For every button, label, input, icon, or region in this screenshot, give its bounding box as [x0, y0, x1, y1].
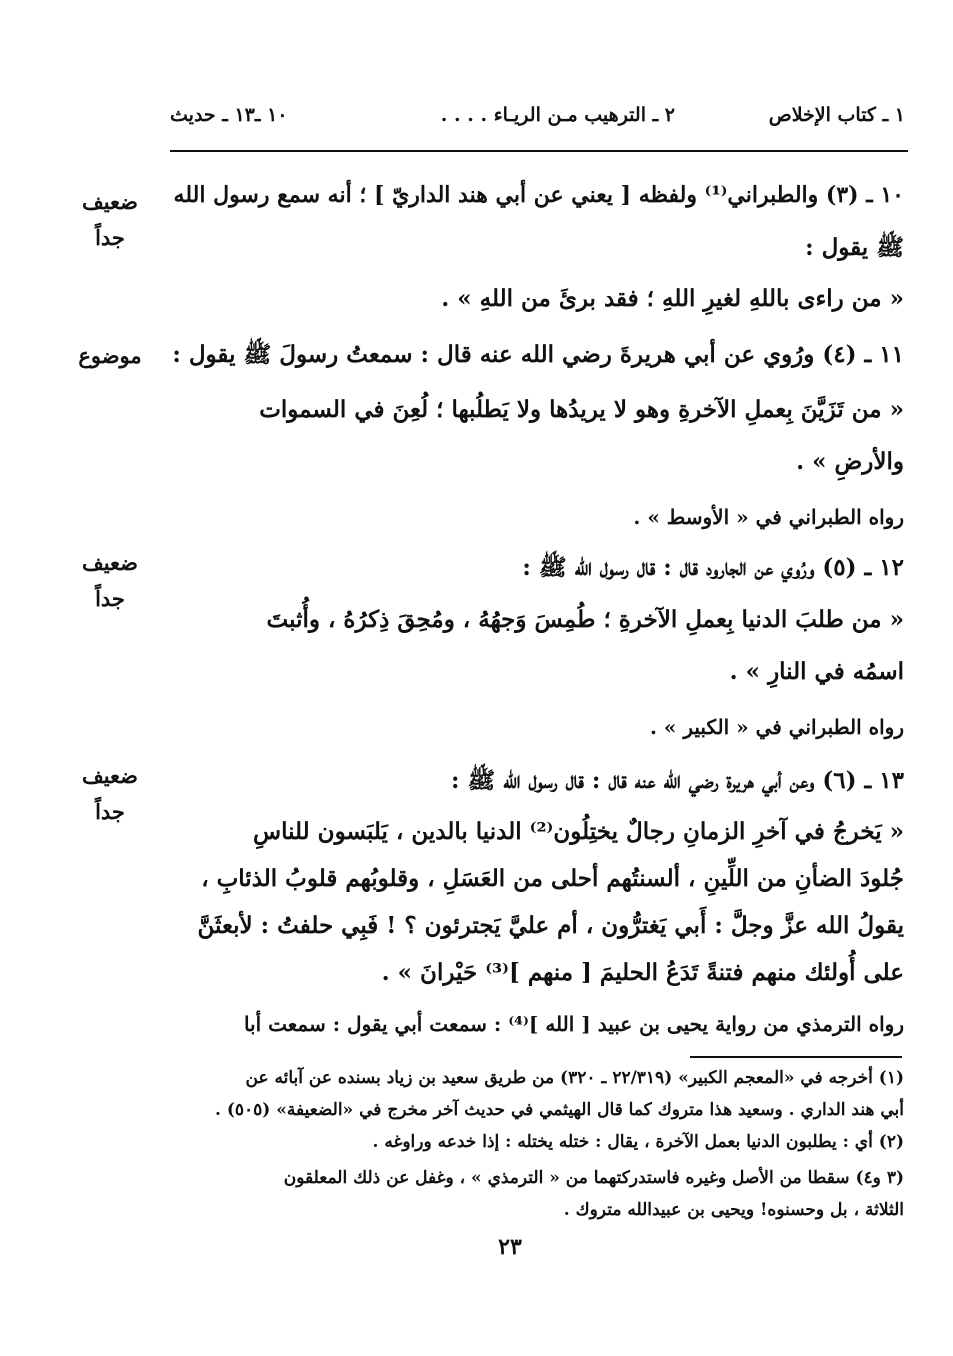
hadith-text-line: جُلودَ الضأنِ من اللِّينِ ، ألسنتُهم أحلى من العَسَلِ ، وقلوبُهم قلوبُ الذئابِ ،	[201, 865, 904, 892]
header-hadith-range: ١٠ ـ١٣ ـ حديث	[170, 104, 288, 126]
hadith-text-line: « من طلبَ الدنيا بِعملِ الآخرةِ ؛ طُمِسَ وَجهُهُ ، ومُحِقَ ذِكرُهُ ، وأُثبتَ	[266, 606, 904, 633]
footnote-divider	[690, 1056, 902, 1058]
running-header	[170, 98, 905, 134]
hadith-source: رواه الطبراني في « الكبير » .	[649, 715, 904, 739]
hadith-text-line: على أُولئك منهم فتنةً تَدَعُ الحليمَ [ منهم ]⁽³⁾ حَيْرانَ » .	[381, 959, 904, 986]
grade-word: جداً	[95, 799, 125, 824]
hadith-text-line: والأرضِ » .	[796, 448, 904, 475]
hadith-text-line: ١٠ ـ (٣) والطبراني⁽¹⁾ ولفظه [ يعني عن أبي هند الداريّ ] ؛ أنه سمع رسول الله	[173, 182, 904, 208]
hadith-source: رواه الطبراني في « الأوسط » .	[633, 505, 904, 529]
hadith-text-line: « من تَزَيَّنَ بِعملِ الآخرةِ وهو لا يريدُها ولا يَطلُبها ؛ لُعِنَ في السموات	[259, 396, 904, 423]
hadith-text-line: ﷺ يقول :	[805, 234, 904, 261]
grade-label	[60, 184, 160, 256]
page-number: ٢٣	[498, 1234, 522, 1260]
header-chapter-title: ٢ ـ الترهيب مـن الريـاء . . . .	[440, 104, 675, 126]
grade-word: ضعيف	[81, 550, 139, 575]
grade-label	[60, 758, 160, 830]
footnote-line: الثلاثة ، بل وحسنوه! ويحيى بن عبيدالله متروك .	[563, 1200, 904, 1220]
grade-word: ضعيف	[81, 763, 139, 788]
hadith-text-line: « من راءى باللهِ لغيرِ اللهِ ؛ فقد برئَ من اللهِ » .	[441, 285, 904, 312]
hadith-text-line: « يَخرجُ في آخرِ الزمانِ رجالٌ يختِلُون⁽²⁾ الدنيا بالدين ، يَلبَسون للناسِ	[253, 818, 904, 845]
hadith-text-line: ١٣ ـ (٦) وعن أبي هريرة رضي الله عنه قال : قال رسول الله ﷺ :	[451, 767, 904, 794]
grade-word: جداً	[95, 225, 125, 250]
grade-word: ضعيف	[81, 189, 139, 214]
hadith-text-line: ١٢ ـ (٥) ورُوي عن الجارود قال : قال رسول الله ﷺ :	[522, 554, 904, 581]
hadith-text-line: يقولُ الله عزَّ وجلَّ : أَبي يَغترُّون ، أم عليَّ يَجترئون ؟ ! فَبِي حلفتُ : لأبعثَنَّ	[197, 912, 904, 939]
grade-word: جداً	[95, 586, 125, 611]
hadith-source: رواه الترمذي من رواية يحيى بن عبيد [ الله ]⁽⁴⁾ : سمعت أبي يقول : سمعت أبا	[243, 1012, 904, 1036]
hadith-text-line: اسمُه في النارِ » .	[729, 658, 904, 685]
hadith-text-line: ١١ ـ (٤) ورُوي عن أبي هريرةَ رضي الله عنه قال : سمعتُ رسولَ ﷺ يقول :	[172, 341, 904, 368]
grade-label	[60, 545, 160, 617]
header-divider	[170, 150, 908, 152]
footnote-line: (١) أخرجه في «المعجم الكبير» (٢٢/٣١٩ ـ ٣٢٠) من طريق سعيد بن زياد بسنده عن آبائه عن	[245, 1068, 904, 1088]
header-book-title: ١ ـ كتاب الإخلاص	[768, 104, 905, 126]
footnote-line: أبي هند الداري . وسعيد هذا متروك كما قال الهيثمي في حديث آخر مخرج في «الضعيفة» (٥٠٥) .	[214, 1100, 904, 1120]
footnote-line: (٢) أي : يطلبون الدنيا بعمل الآخرة ، يقال : ختله يختله : إذا خدعه وراوغه .	[372, 1132, 904, 1152]
grade-word: موضوع	[78, 343, 142, 368]
grade-label	[60, 338, 160, 374]
footnote-line: (٣ و٤) سقطا من الأصل وغيره فاستدركتهما من « الترمذي » ، وغفل عن ذلك المعلقون	[283, 1168, 904, 1188]
